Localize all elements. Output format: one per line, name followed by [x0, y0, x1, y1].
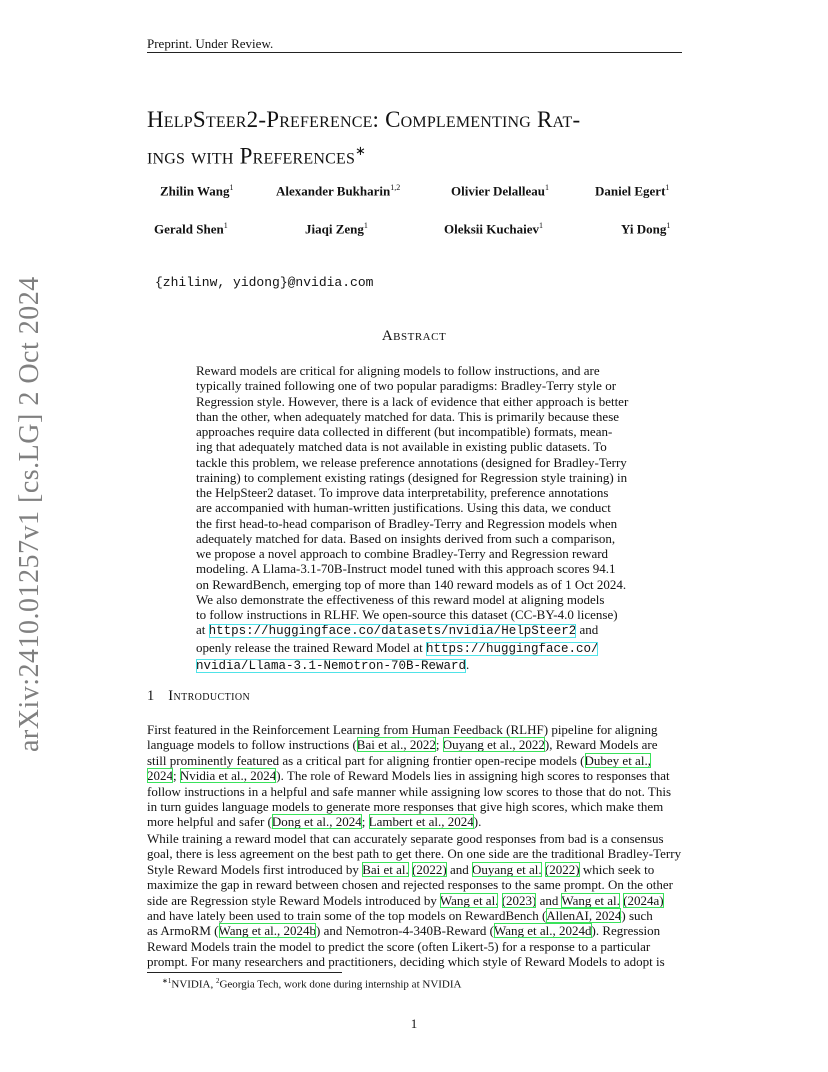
- paragraph-line: [147, 784, 682, 799]
- text-run: and: [446, 861, 472, 877]
- paragraph-line: [147, 877, 682, 892]
- paragraph-line: [147, 846, 682, 861]
- paragraph-line: [147, 939, 682, 954]
- section-title: Introduction: [168, 688, 251, 704]
- text-run: ;: [361, 814, 369, 830]
- text-run: and have lately been used to train some of the top models on RewardBench (: [147, 908, 547, 924]
- abstract-line: modeling. A Llama-3.1-70B-Instruct model tuned with this approach scores 94.1: [196, 561, 616, 577]
- paragraph-line: [147, 831, 682, 846]
- paragraph-line: [147, 862, 682, 877]
- paragraph-line: [147, 737, 682, 752]
- section-number: 1: [147, 688, 155, 704]
- text-run: as ArmoRM (: [147, 923, 219, 939]
- title-footnote-marker: ∗: [355, 143, 367, 158]
- running-head: Preprint. Under Review.: [147, 36, 274, 51]
- citation-link[interactable]: Dong et al., 2024: [271, 814, 362, 830]
- author: Gerald Shen$^1$: [154, 221, 228, 237]
- text-run: ), Reward Models are: [544, 737, 658, 753]
- citation-link[interactable]: Bai et al.: [362, 861, 409, 877]
- page-number: 1: [410, 1016, 418, 1031]
- text-run: and: [536, 892, 562, 908]
- paragraph-line: [147, 923, 682, 938]
- paragraph-line: [147, 722, 682, 737]
- citation-link[interactable]: Wang et al.: [439, 892, 499, 908]
- paragraph-line: [147, 893, 682, 908]
- citation-link[interactable]: Wang et al., 2024d: [494, 923, 592, 939]
- citation-link[interactable]: (2022): [544, 861, 580, 877]
- model-link[interactable]: https://huggingface.co/: [425, 641, 599, 656]
- text-run: maximize the gap in reward between chosen and rejected responses to the same prompt. On the other: [147, 877, 673, 893]
- abstract-line: on RewardBench, emerging top of more than 140 reward models as of 1 Oct 2024.: [196, 576, 627, 592]
- text-run: ) such: [621, 908, 653, 924]
- paragraph-line: [147, 814, 682, 829]
- text-run: Style Reward Models first introduced by: [147, 861, 363, 877]
- author: Daniel Egert$^1$: [595, 183, 670, 199]
- abstract-line: tackle this problem, we release preference annotations (designed for Bradley-Terry: [196, 454, 627, 470]
- abstract-line: we propose a novel approach to combine Bradley-Terry and Regression reward: [196, 546, 609, 561]
- author-email: {zhilinw, yidong}@nvidia.com: [155, 275, 374, 290]
- citation-link[interactable]: Nvidia et al., 2024: [179, 768, 277, 784]
- abstract-line: Regression style. However, there is a lack of evidence that either approach is better: [196, 393, 629, 409]
- citation-link[interactable]: Dubey et al.,: [584, 752, 651, 768]
- text-run: follow instructions in a helpful and safe manner while assigning low scores to those that do not. This: [147, 783, 672, 799]
- abstract-line: approaches require data collected in different (but incompatible) formats, mean-: [196, 424, 613, 439]
- citation-link[interactable]: Lambert et al., 2024: [368, 814, 474, 830]
- paragraph-line: [147, 768, 682, 783]
- text-run: prompt. For many researchers and practitioners, deciding which style of Reward Models to adopt is: [147, 954, 665, 970]
- citation-link[interactable]: 2024: [147, 768, 173, 784]
- abstract-line: the first head-to-head comparison of Bradley-Terry and Regression models when: [196, 515, 618, 531]
- text-run: ). The role of Reward Models lies in assigning high scores to responses that: [276, 768, 670, 784]
- text-run: in turn guides language models to generate more responses that give high scores, which make them: [147, 799, 664, 815]
- abstract-line: are accompanied with human-written justifications. Using this data, we conduct: [196, 500, 611, 516]
- text-run: ;: [435, 737, 443, 753]
- paragraph-line: [147, 753, 682, 768]
- abstract-heading: Abstract: [381, 328, 447, 344]
- header-rule: [147, 52, 682, 53]
- abstract-line: to follow instructions in RLHF. We open-source this dataset (CC-BY-4.0 license): [196, 607, 618, 622]
- dataset-link[interactable]: https://huggingface.co/datasets/nvidia/HelpSteer2: [208, 624, 577, 639]
- abstract-line: adequately matched for data. Based on insights derived from such a comparison,: [196, 530, 616, 546]
- author: Jiaqi Zeng$^1$: [305, 221, 368, 237]
- paragraph-line: [147, 908, 682, 923]
- text-run: side are Regression style Reward Models introduced by: [147, 892, 440, 908]
- footnote: $^{∗1}$NVIDIA, $^2$Georgia Tech, work done during internship at NVIDIA: [162, 977, 462, 991]
- text-run: ) and Nemotron-4-340B-Reward (: [316, 923, 494, 939]
- text-run: still prominently featured as a critical part for aligning frontier open-recipe models (: [147, 752, 585, 768]
- text-run: more helpful and safer (: [147, 814, 272, 830]
- title-line-2: ings with Preferences: [147, 143, 356, 169]
- abstract-line: typically trained following one of two popular paradigms: Bradley-Terry style or: [196, 378, 617, 394]
- citation-link[interactable]: (2024a): [623, 892, 664, 908]
- abstract-body: [196, 363, 634, 674]
- abstract-line: We also demonstrate the effectiveness of this reward model at aligning models: [196, 591, 605, 607]
- citation-link[interactable]: Wang et al.: [561, 892, 620, 908]
- intro-paragraph-1: [147, 722, 682, 830]
- title-line-1: HelpSteer2-Preference: Complementing Rat-: [147, 107, 581, 132]
- citation-link[interactable]: Wang et al., 2024b: [218, 923, 317, 939]
- abstract-line: ing that adequately matched data is not available in existing public datasets. To: [196, 439, 607, 455]
- model-link-continued[interactable]: nvidia/Llama-3.1-Nemotron-70B-Reward: [196, 658, 467, 673]
- author: Alexander Bukharin$^{1,2}$: [276, 183, 401, 199]
- text-run: which seek to: [579, 861, 655, 877]
- citation-link[interactable]: AllenAI, 2024: [546, 908, 622, 924]
- citation-link[interactable]: (2023): [501, 892, 537, 908]
- abstract-line: Reward models are critical for aligning models to follow instructions, and are: [196, 363, 600, 378]
- paper-title: [147, 104, 687, 172]
- section-heading: [147, 688, 250, 705]
- text-run: ).: [473, 814, 482, 830]
- paragraph-line: [147, 954, 682, 969]
- text-run: ). Regression: [591, 923, 661, 939]
- footnote-rule: [147, 972, 342, 973]
- text-run: goal, there is less agreement on the best path to get there. On one side are the traditional Bradley-Terry: [147, 846, 682, 862]
- abstract-line: training) to complement existing ratings (designed for Regression style training) in: [196, 469, 628, 485]
- text-run: ;: [173, 768, 180, 784]
- text-run: language models to follow instructions (: [147, 737, 357, 753]
- arxiv-stamp: arXiv:2410.01257v1 [cs.LG] 2 Oct 2024: [14, 276, 45, 752]
- author: Zhilin Wang$^1$: [160, 183, 234, 199]
- abstract-line: openly release the trained Reward Model at https://huggingface.co/: [196, 639, 599, 656]
- abstract-line: at https://huggingface.co/datasets/nvidia/HelpSteer2 and: [196, 622, 599, 639]
- author: Oleksii Kuchaiev$^1$: [444, 221, 543, 237]
- abstract-line: nvidia/Llama-3.1-Nemotron-70B-Reward.: [196, 656, 470, 673]
- text-run: While training a reward model that can accurately separate good responses from bad is a consensus: [147, 831, 664, 846]
- citation-link[interactable]: Ouyang et al.: [471, 861, 542, 877]
- abstract-line: than the other, when adequately matched for data. This is primarily because these: [196, 408, 620, 424]
- text-run: First featured in the Reinforcement Learning from Human Feedback (RLHF) pipeline for aligning: [147, 722, 658, 737]
- abstract-line: the HelpSteer2 dataset. To improve data interpretability, preference annotations: [196, 485, 609, 500]
- paragraph-line: [147, 799, 682, 814]
- text-run: Reward Models train the model to predict the score (often Likert-5) for a response to a particular: [147, 938, 651, 954]
- author: Olivier Delalleau$^1$: [451, 183, 549, 199]
- citation-link[interactable]: Ouyang et al., 2022: [442, 737, 545, 753]
- citation-link[interactable]: (2022): [412, 861, 447, 877]
- intro-paragraph-2: [147, 831, 682, 970]
- citation-link[interactable]: Bai et al., 2022: [356, 737, 436, 753]
- author: Yi Dong$^1$: [621, 221, 671, 237]
